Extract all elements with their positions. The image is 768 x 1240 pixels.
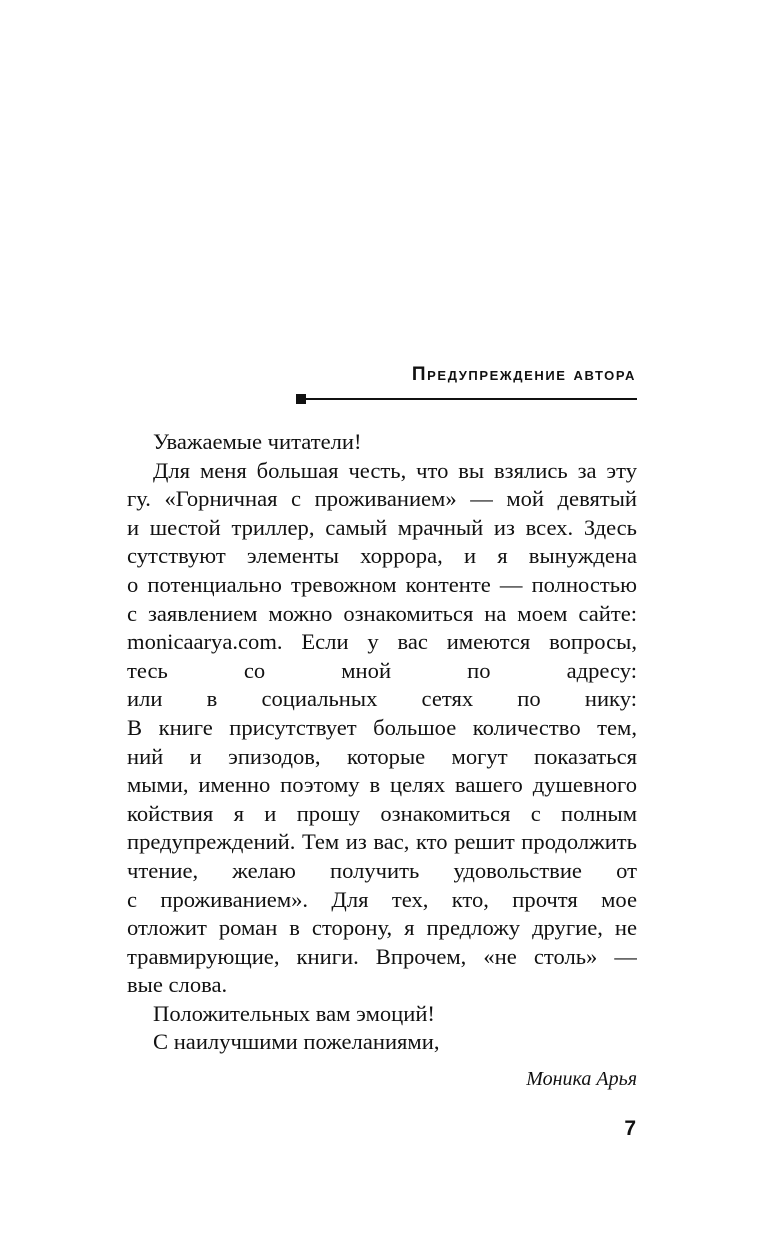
paragraph-line: В книге присутствует большое количество тем, [127,714,637,740]
paragraph-line: ний и эпизодов, которые могут показаться [127,743,637,769]
author-note-body [127,428,637,1057]
chapter-heading: Предупреждение автора [411,364,636,385]
paragraph-line: тесь со мной по адресу: [127,657,637,683]
paragraph-line: с заявлением можно ознакомиться на моем сайте: [127,600,637,626]
paragraph-line: гу. «Горничная с проживанием» — мой девятый [127,486,637,512]
paragraph-line: monicaarya.com. Если у вас имеются вопросы, [127,629,637,655]
rule-square-marker [296,394,306,404]
author-signature: Моника Арья [526,1068,637,1090]
paragraph-line: койствия я и прошу ознакомиться с полным [127,800,637,826]
heading-rule [296,394,637,404]
paragraph-line: и шестой триллер, самый мрачный из всех. Здесь [127,514,637,540]
paragraph-line: чтение, желаю получить удовольствие от [127,857,637,883]
rule-line [306,398,637,400]
paragraph-line: травмирующие, книги. Впрочем, «не столь» — [127,943,637,969]
closing-wishes: Положительных вам эмоций! [153,1000,435,1026]
paragraph-line: с проживанием». Для тех, кто, прочтя мое [127,886,637,912]
paragraph-line: отложит роман в сторону, я предложу другие, не [127,915,637,941]
paragraph-line: предупреждений. Тем из вас, кто решит продолжить [127,829,637,855]
greeting: Уважаемые читатели! [153,429,362,454]
paragraph-line: о потенциально тревожном контенте — полностью [127,571,637,597]
page-number: 7 [624,1117,636,1140]
paragraph-line: вые слова. [127,972,228,998]
paragraph-line: сутствуют элементы хоррора, и я вынуждена [127,543,637,569]
paragraph-line: Для меня большая честь, что вы взялись за эту [153,457,637,483]
paragraph-line: мыми, именно поэтому в целях вашего душевного [127,772,637,798]
paragraph-line: или в социальных сетях по нику: [127,686,637,712]
closing-regards: С наилучшими пожеланиями, [153,1029,440,1055]
